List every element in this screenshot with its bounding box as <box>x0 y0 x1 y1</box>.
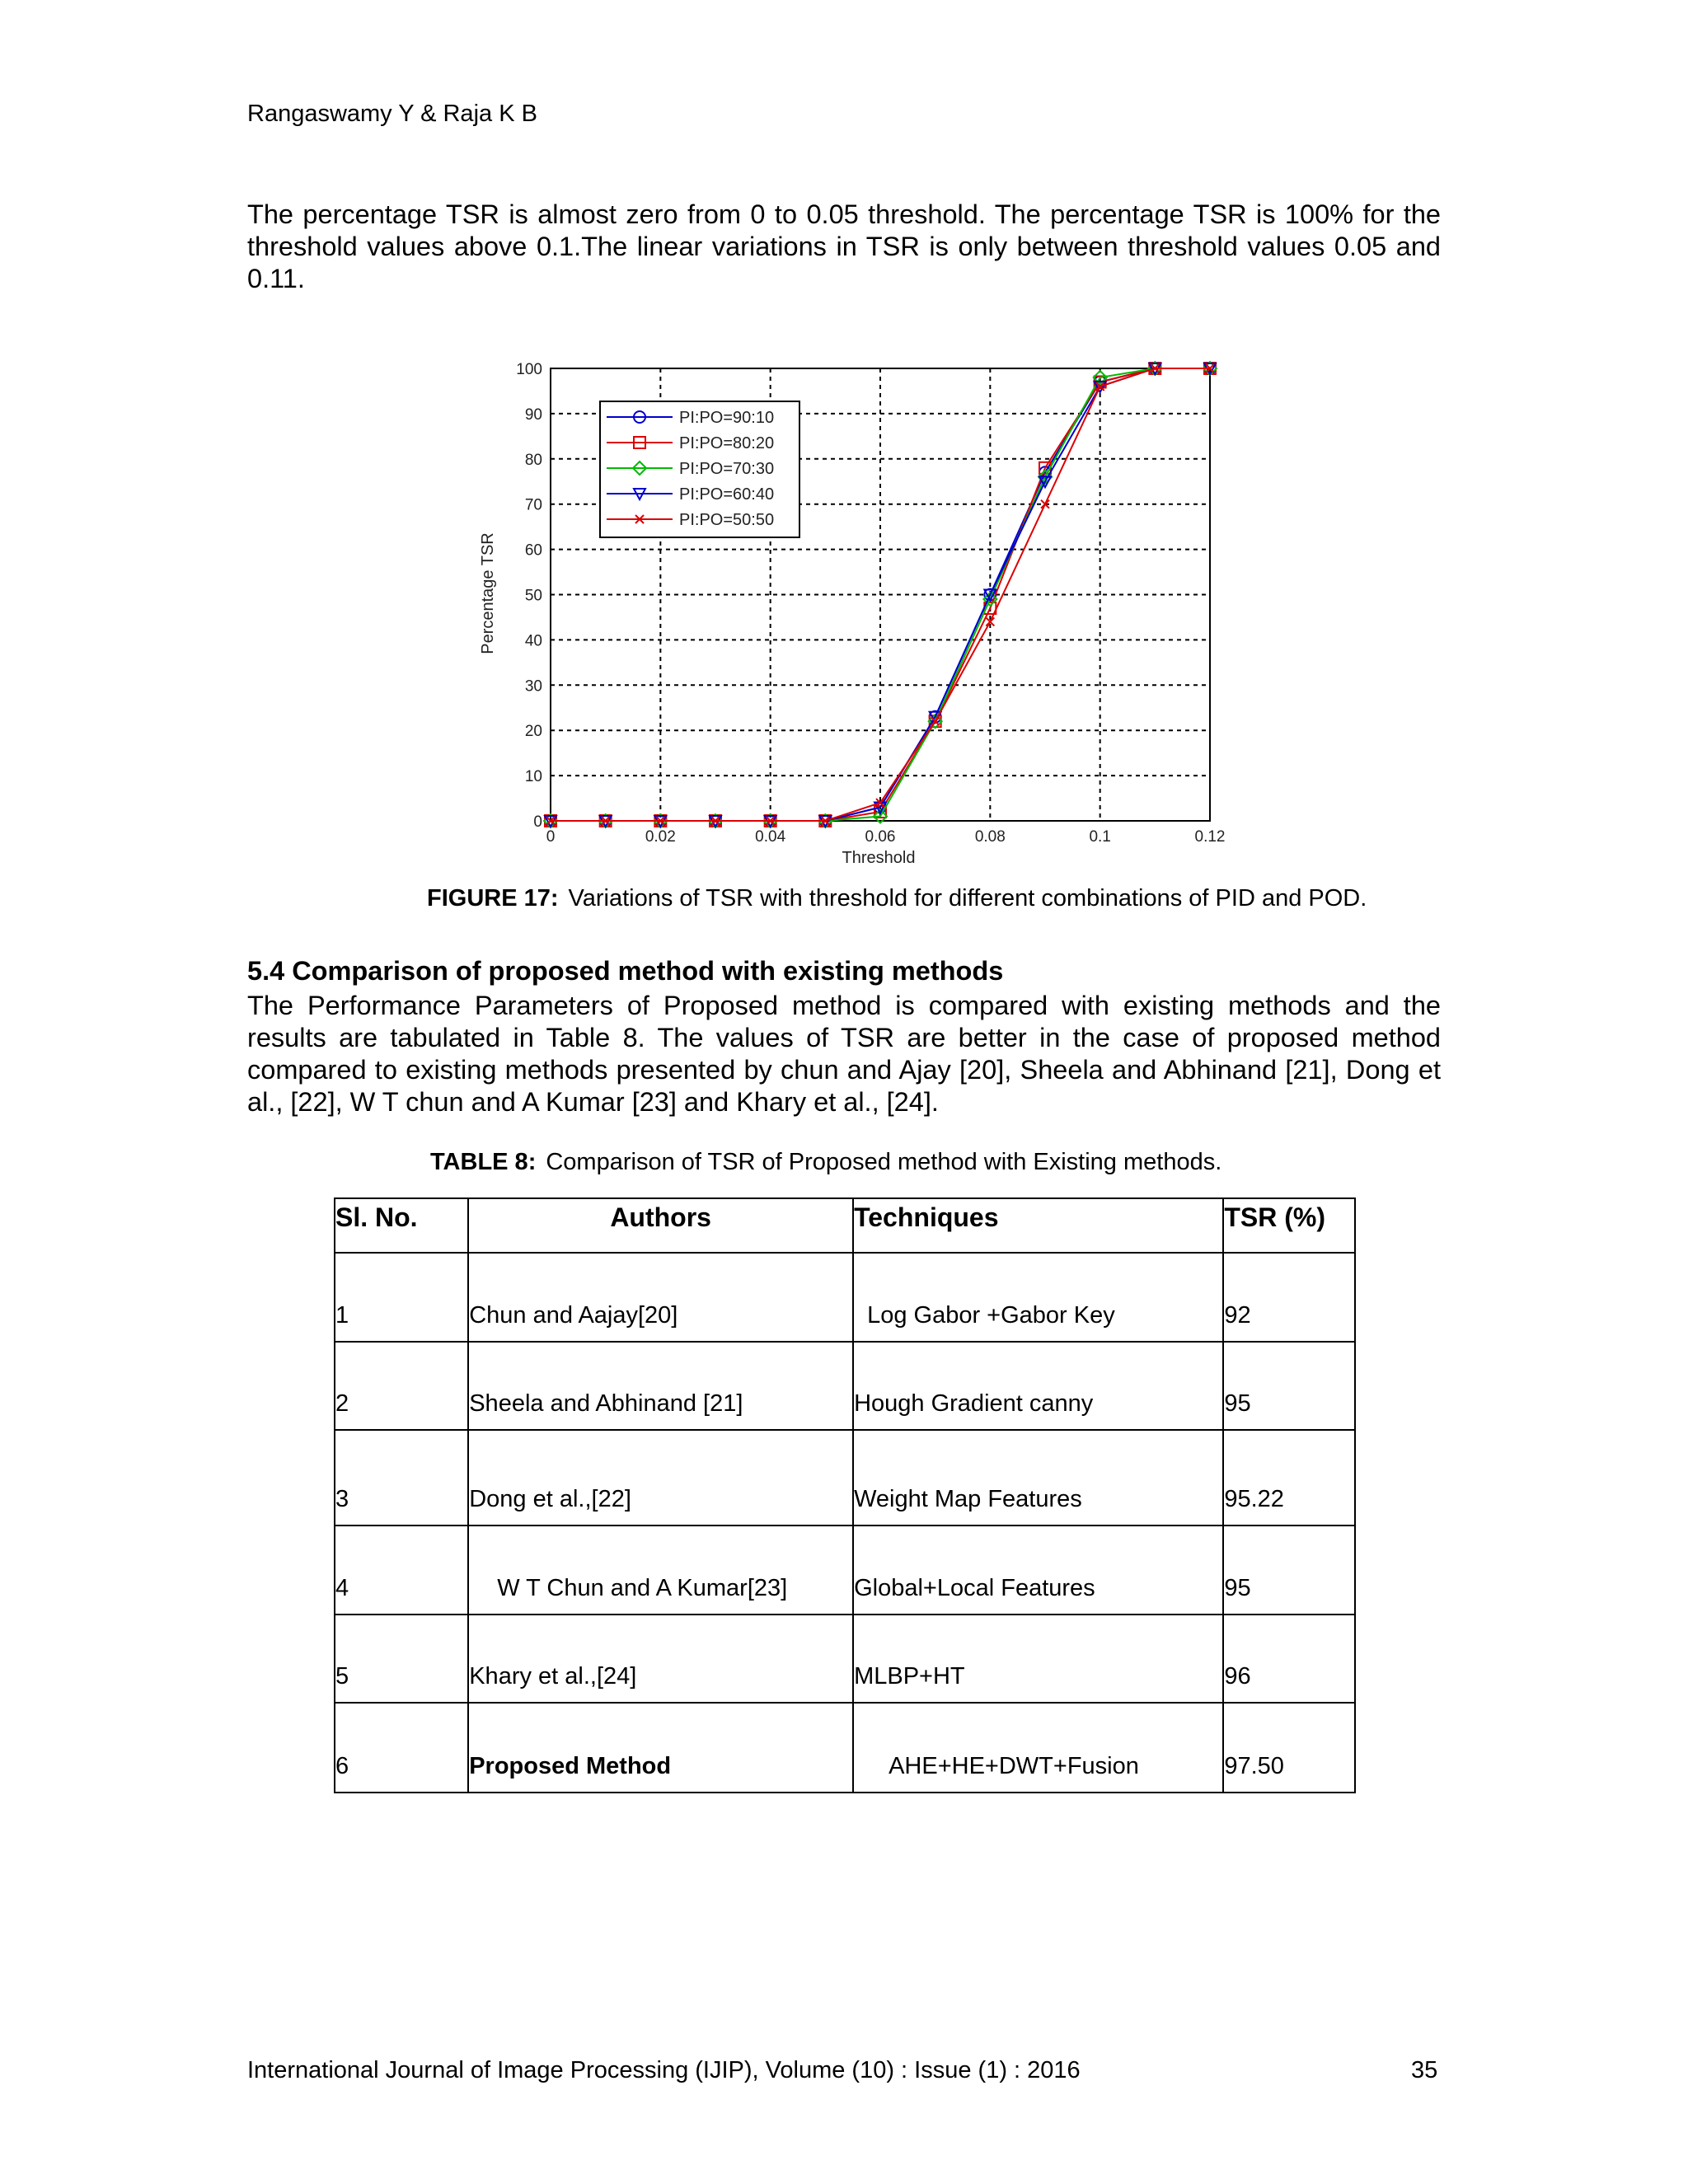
cell-tsr: 95.22 <box>1223 1430 1355 1526</box>
section-paragraph: The Performance Parameters of Proposed method is compared with existing methods and the results are tabulated in Table 8. The values of TSR are better in the case of proposed method compared to existing methods presented by chun and Ajay [20], Sheela and Abhinand [21], Dong et al., [22], W T chun and A Kumar [23] and Khary et al., [24]. <box>247 991 1441 1117</box>
section-heading: 5.4 Comparison of proposed method with existing methods <box>247 956 1004 986</box>
cell-tsr: 96 <box>1223 1615 1355 1703</box>
y-tick-label: 100 <box>516 361 542 378</box>
y-tick-label: 70 <box>524 496 542 514</box>
y-axis-label: Percentage TSR <box>479 532 497 654</box>
cell-technique: Hough Gradient canny <box>853 1342 1223 1430</box>
cell-authors: Proposed Method <box>468 1703 853 1793</box>
cell-sl-no: 5 <box>335 1615 468 1703</box>
x-tick-label: 0.06 <box>865 828 896 846</box>
table-row <box>335 1253 1355 1342</box>
y-tick-label: 50 <box>524 587 542 605</box>
table-row <box>335 1703 1355 1793</box>
chart-legend <box>600 401 799 537</box>
cell-tsr: 95 <box>1223 1526 1355 1615</box>
legend-entry: PI:PO=80:20 <box>679 434 775 452</box>
comparison-table <box>334 1197 1356 1793</box>
legend-entry: PI:PO=70:30 <box>679 460 775 478</box>
cell-sl-no: 3 <box>335 1430 468 1526</box>
table-caption-text: Comparison of TSR of Proposed method with Existing methods. <box>546 1149 1222 1175</box>
cell-authors: W T Chun and A Kumar[23] <box>468 1526 853 1615</box>
x-axis-label: Threshold <box>842 849 916 867</box>
table-caption <box>430 1149 1221 1176</box>
table-row <box>335 1430 1355 1526</box>
cell-authors: Khary et al.,[24] <box>468 1615 853 1703</box>
header-tsr: TSR (%) <box>1223 1198 1355 1253</box>
x-tick-label: 0.1 <box>1089 828 1111 846</box>
cell-technique: AHE+HE+DWT+Fusion <box>853 1703 1223 1793</box>
footer-journal: International Journal of Image Processing (IJIP), Volume (10) : Issue (1) : 2016 <box>247 2057 1081 2083</box>
table-row <box>335 1342 1355 1430</box>
table-row <box>335 1526 1355 1615</box>
header-sl-no: Sl. No. <box>335 1198 468 1253</box>
header-authors: Authors <box>468 1198 853 1253</box>
y-tick-label: 10 <box>524 768 542 786</box>
cell-sl-no: 1 <box>335 1253 468 1342</box>
cell-technique: MLBP+HT <box>853 1615 1223 1703</box>
x-tick-label: 0.08 <box>974 828 1006 846</box>
figure-label: FIGURE 17: <box>427 885 559 912</box>
y-tick-label: 30 <box>524 677 542 696</box>
legend-entry: PI:PO=60:40 <box>679 485 775 504</box>
cell-authors: Dong et al.,[22] <box>468 1430 853 1526</box>
figure-caption <box>427 885 1367 912</box>
figure-caption-text: Variations of TSR with threshold for different combinations of PID and POD. <box>568 885 1367 912</box>
cell-technique: Log Gabor +Gabor Key <box>853 1253 1223 1342</box>
tsr-threshold-chart <box>462 350 1253 878</box>
cell-tsr: 95 <box>1223 1342 1355 1430</box>
y-tick-label: 20 <box>524 723 542 741</box>
header-techniques: Techniques <box>853 1198 1223 1253</box>
y-tick-label: 40 <box>524 632 542 650</box>
cell-technique: Global+Local Features <box>853 1526 1223 1615</box>
table-row <box>335 1615 1355 1703</box>
x-tick-label: 0.02 <box>645 828 676 846</box>
legend-entry: PI:PO=50:50 <box>679 511 775 529</box>
cell-sl-no: 4 <box>335 1526 468 1615</box>
table-header-row <box>335 1198 1355 1253</box>
running-header: Rangaswamy Y & Raja K B <box>247 101 537 127</box>
table-label: TABLE 8: <box>430 1149 537 1175</box>
y-tick-label: 90 <box>524 405 542 424</box>
cell-authors: Chun and Aajay[20] <box>468 1253 853 1342</box>
y-tick-label: 0 <box>533 813 542 831</box>
legend-entry: PI:PO=90:10 <box>679 409 775 427</box>
x-tick-label: 0.04 <box>755 828 786 846</box>
cell-sl-no: 6 <box>335 1703 468 1793</box>
page-number: 35 <box>1411 2057 1438 2083</box>
cell-authors: Sheela and Abhinand [21] <box>468 1342 853 1430</box>
x-tick-label: 0.12 <box>1194 828 1226 846</box>
x-tick-label: 0 <box>546 828 556 846</box>
intro-paragraph: The percentage TSR is almost zero from 0 to 0.05 threshold. The percentage TSR is 100% for the threshold values above 0.1.The linear variations in TSR is only between threshold values 0.05 and 0.11. <box>247 199 1441 293</box>
cell-tsr: 92 <box>1223 1253 1355 1342</box>
y-tick-label: 80 <box>524 451 542 469</box>
y-tick-label: 60 <box>524 541 542 560</box>
cell-technique: Weight Map Features <box>853 1430 1223 1526</box>
cell-tsr: 97.50 <box>1223 1703 1355 1793</box>
cell-sl-no: 2 <box>335 1342 468 1430</box>
